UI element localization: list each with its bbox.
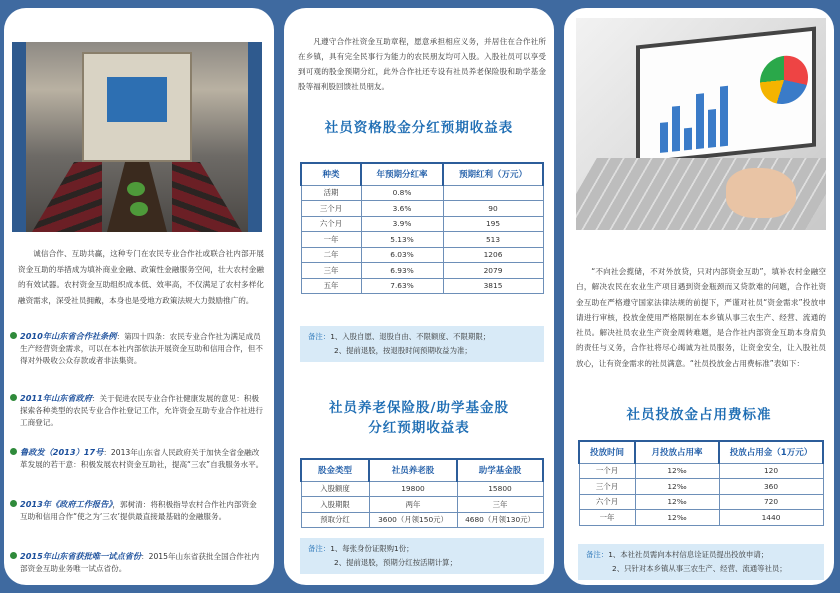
table-row xyxy=(579,479,823,495)
table-cell: 2079 xyxy=(443,263,543,279)
header-cell: 社员养老股 xyxy=(369,459,457,481)
table-cell: 513 xyxy=(443,232,543,248)
table-row xyxy=(301,216,543,232)
table-header-row xyxy=(301,459,543,481)
table-row xyxy=(301,201,543,217)
table-cell xyxy=(443,185,543,201)
table-cell: 活期 xyxy=(301,185,361,201)
table-cell: 3600（月领150元） xyxy=(369,512,457,528)
table-cell: 15800 xyxy=(457,481,543,497)
table-cell: 720 xyxy=(719,494,823,510)
intro-paragraph-left: 诚信合作、互助共赢，这种专门在农民专业合作社或联合社内部开展资金互助的举措成为填补商业金融、政策性金融服务空间，壮大农村金融的有效试器。农村资金互助组织成本低、效率高，不仅满足了农村多样化融资需求，深受社员拥戴，本身也是受地方政策法规大力鼓励推广的。 xyxy=(18,249,264,305)
plant-2 xyxy=(130,202,148,216)
table-cell: 三年 xyxy=(301,263,361,279)
highlight-item-4 xyxy=(10,498,264,523)
table-cell: 入股额度 xyxy=(301,481,369,497)
welfare-table-body xyxy=(301,481,543,528)
table-row xyxy=(579,463,823,479)
note-line: 2、提前退股，预期分红按活期计算； xyxy=(334,557,457,567)
conference-table xyxy=(107,162,167,232)
screen-bar xyxy=(672,106,680,152)
highlight-key: 2015年山东省获批唯一试点省份 xyxy=(20,551,142,561)
table-row xyxy=(301,263,543,279)
highlight-key: 2013年《政府工作报告》 xyxy=(20,499,113,509)
note-line: 1、每张身份证限购1份； xyxy=(330,544,414,553)
room-screen xyxy=(107,77,167,122)
hand xyxy=(726,168,796,218)
table-cell: 90 xyxy=(443,201,543,217)
room-chairs-left xyxy=(32,162,102,232)
table-row xyxy=(301,185,543,201)
table-row xyxy=(301,481,543,497)
intro-paragraph-middle: 凡遵守合作社资金互助章程，愿意承担相应义务，并居住在合作社所在乡镇，具有完全民事行为能力的农民朋友均可入股。入股社员可以享受到可观的股金预期分红，此外合作社还专设有社员养老保险股和助学基金股等福利股回馈社员朋友。 xyxy=(298,37,546,91)
table-row xyxy=(579,494,823,510)
screen-bar xyxy=(720,86,728,147)
table-cell: 一年 xyxy=(579,510,635,526)
table-cell: 3815 xyxy=(443,278,543,294)
table-cell: 三个月 xyxy=(301,201,361,217)
panel-right xyxy=(564,8,834,585)
table2-note xyxy=(300,538,544,574)
table-cell: 120 xyxy=(719,463,823,479)
table-cell: 3.9% xyxy=(361,216,443,232)
note-label: 备注： xyxy=(586,550,609,559)
table-cell: 12‰ xyxy=(635,510,719,526)
table3-note xyxy=(578,544,824,580)
bullet-dot xyxy=(10,448,17,455)
highlight-text: ：2013年山东省人民政府关于加快全省金融改革发展的若干意：积极发展农村资金互助社，提高“三农”自我服务水平。 xyxy=(20,448,264,469)
header-cell: 股金类型 xyxy=(301,459,369,481)
table-cell: 195 xyxy=(443,216,543,232)
table-row xyxy=(579,510,823,526)
table2-title-line2: 分红预期收益表 xyxy=(368,420,470,436)
highlight-item-2 xyxy=(10,392,264,429)
highlight-text: ：第四十四条：农民专业合作社为满足成员生产经营资金需求，可以在本社内部依法开展资金互助和信用合作，但不得对外吸收公众存款或者非法集资。 xyxy=(20,332,263,365)
table-cell: 3.6% xyxy=(361,201,443,217)
table-cell: 三个月 xyxy=(579,479,635,495)
header-cell: 种类 xyxy=(301,163,361,185)
table-cell: 两年 xyxy=(369,497,457,513)
table-row xyxy=(301,232,543,248)
room-chairs-right xyxy=(172,162,242,232)
table-cell: 4680（月领130元） xyxy=(457,512,543,528)
table-cell: 12‰ xyxy=(635,463,719,479)
table-cell: 12‰ xyxy=(635,479,719,495)
table-cell: 6.93% xyxy=(361,263,443,279)
table-cell: 六个月 xyxy=(301,216,361,232)
table-cell: 1440 xyxy=(719,510,823,526)
bullet-dot xyxy=(10,394,17,401)
panel-left xyxy=(4,8,274,585)
bullet-dot xyxy=(10,500,17,507)
table1-note xyxy=(300,326,544,362)
note-label: 备注： xyxy=(308,332,331,341)
highlight-text: ：关于促进农民专业合作社健康发展的意见：积极探索各种类型的农民专业合作社登记工作，允许资金互助专业合作社进行工商登记。 xyxy=(20,394,263,427)
intro-paragraph-right: “不向社会揽储，不对外放贷，只对内部资金互助”，填补农村金融空白，解决农民在农业生产项目遇到资金瓶颈而又贷款难的问题，合作社资金互助在严格遵守国家法律法规的前提下，严谨对社员“资金需求”投放申请进行审核，投放金使用严格限制在本乡镇从事三农生产、经营、流通的社员。解决社员农业生产资金周转难题，是合作社内部资金互助本身肩负的责任与义务，合作社将尽心竭诚为社员服务，让资金安全，让入股社员放心，让有资金需求的社员满意。“社员投放金占用费标准”表如下： xyxy=(576,267,826,368)
bullet-dot xyxy=(10,332,17,339)
note-label: 备注： xyxy=(308,544,331,553)
screen-bar xyxy=(684,128,692,151)
table-cell: 三年 xyxy=(457,497,543,513)
table-cell: 预取分红 xyxy=(301,512,369,528)
header-cell: 预期红利（万元） xyxy=(443,163,543,185)
table-cell: 五年 xyxy=(301,278,361,294)
note-line: 1、入股自愿、退股自由、不限额度、不限期限； xyxy=(330,332,491,341)
table-cell: 1206 xyxy=(443,247,543,263)
table-row xyxy=(301,278,543,294)
table-cell: 0.8% xyxy=(361,185,443,201)
highlight-text: ，郭树清：将积极指导农村合作社内部资金互助和信用合作“使之为‘三农’提供最直接最基础的金融服务。 xyxy=(20,500,257,521)
highlight-text: ：2015年山东省获批全国合作社内部资金互助业务唯一试点省份。 xyxy=(20,552,260,573)
highlight-item-3 xyxy=(10,446,264,471)
screen-bar xyxy=(696,93,704,149)
header-cell: 助学基金股 xyxy=(457,459,543,481)
table-cell: 入股期限 xyxy=(301,497,369,513)
table3-title: 社员投放金占用费标准 xyxy=(626,407,772,423)
dividend-table xyxy=(300,162,544,294)
screen-bar xyxy=(660,122,668,153)
table-cell: 一年 xyxy=(301,232,361,248)
table-header-row xyxy=(301,163,543,185)
header-cell: 月投放占用率 xyxy=(635,441,719,463)
header-cell: 投放时间 xyxy=(579,441,635,463)
table1-title: 社员资格股金分红预期收益表 xyxy=(324,120,514,136)
note-line: 1、本社社员需向本村信息诠证员提出投放申请； xyxy=(608,550,769,559)
highlight-key: 鲁政发（2013）17号 xyxy=(20,447,104,457)
welfare-table xyxy=(300,458,544,528)
table-row xyxy=(301,497,543,513)
table-cell: 7.63% xyxy=(361,278,443,294)
dividend-table-body xyxy=(301,185,543,294)
fee-table-body xyxy=(579,463,823,525)
highlight-item-1 xyxy=(10,330,264,367)
note-line: 2、只针对本乡镇从事三农生产、经营、流通等社员； xyxy=(612,563,787,573)
screen-pie xyxy=(760,53,808,106)
panel-middle xyxy=(284,8,554,585)
header-cell: 年预期分红率 xyxy=(361,163,443,185)
highlight-key: 2010年山东省合作社条例 xyxy=(20,331,117,341)
table-cell: 二年 xyxy=(301,247,361,263)
table-cell: 六个月 xyxy=(579,494,635,510)
table-cell: 6.03% xyxy=(361,247,443,263)
table-cell: 一个月 xyxy=(579,463,635,479)
table-cell: 12‰ xyxy=(635,494,719,510)
table-header-row xyxy=(579,441,823,463)
room-pillar-left xyxy=(12,42,26,232)
plant-1 xyxy=(127,182,145,196)
laptop-photo xyxy=(576,18,826,230)
note-line: 2、提前退股，按退股时间预期收益为准； xyxy=(334,345,472,355)
table-row xyxy=(301,512,543,528)
screen-bar xyxy=(708,109,716,148)
table-cell: 5.13% xyxy=(361,232,443,248)
laptop-screen xyxy=(636,27,816,166)
room-pillar-right xyxy=(248,42,262,232)
header-cell: 投放占用金（1万元） xyxy=(719,441,823,463)
fee-table xyxy=(578,440,824,526)
table-cell: 19800 xyxy=(369,481,457,497)
table-row xyxy=(301,247,543,263)
table-cell: 360 xyxy=(719,479,823,495)
table2-title-line1: 社员养老保险股/助学基金股 xyxy=(329,400,509,416)
bullet-dot xyxy=(10,552,17,559)
highlight-key: 2011年山东省政府 xyxy=(20,393,92,403)
highlight-item-5 xyxy=(10,550,264,575)
meeting-room-photo xyxy=(12,42,262,232)
